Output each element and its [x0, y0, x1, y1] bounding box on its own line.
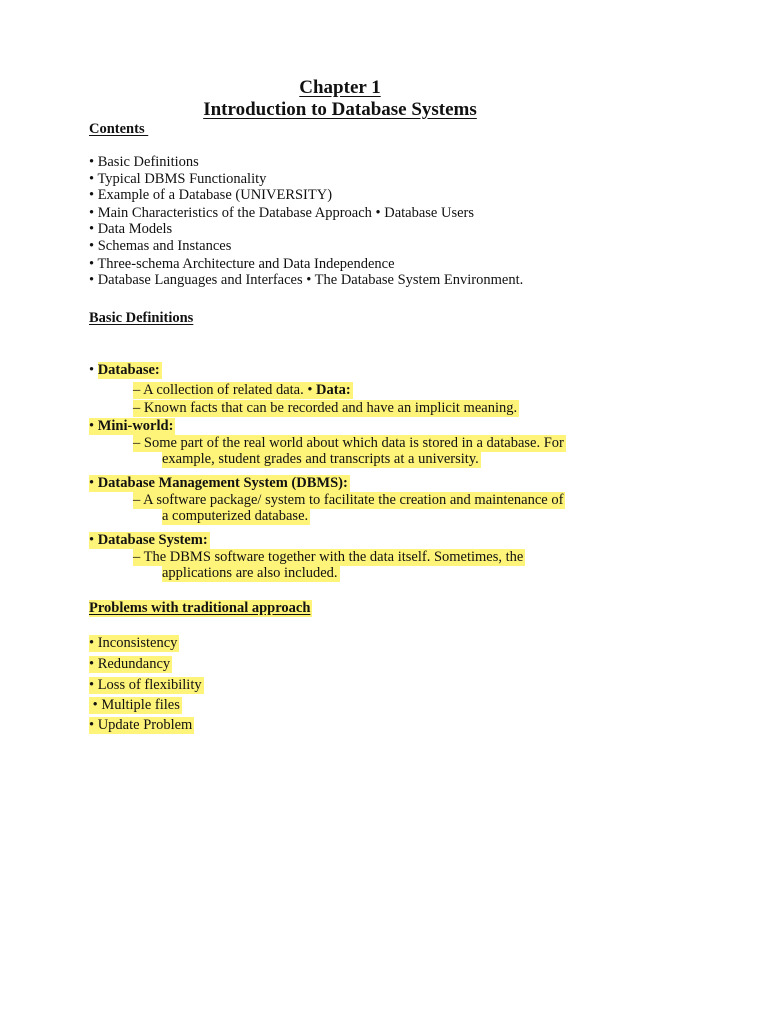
contents-item: • Main Characteristics of the Database Approach • Database Users: [89, 205, 475, 221]
problem-item: • Loss of flexibility: [89, 677, 202, 693]
term-mini-world: Mini-world:: [97, 418, 174, 434]
bullet: •: [89, 362, 98, 378]
contents-item: • Example of a Database (UNIVERSITY): [89, 187, 333, 203]
term-database-system: Database System:: [97, 532, 208, 548]
term-database: Database:: [97, 362, 160, 378]
definition-database-system-desc-cont: applications are also included.: [162, 565, 338, 581]
desc-text: – A collection of related data. •: [133, 382, 317, 398]
contents-item: • Typical DBMS Functionality: [89, 171, 267, 187]
problem-item: • Inconsistency: [89, 635, 178, 651]
contents-item: • Data Models: [89, 221, 173, 237]
contents-item: • Basic Definitions: [89, 154, 199, 170]
definition-database-desc: [133, 382, 353, 399]
definition-database-system-desc: – The DBMS software together with the data itself. Sometimes, the: [133, 549, 524, 565]
problem-item: • Redundancy: [89, 656, 171, 672]
chapter-number: Chapter 1: [299, 77, 381, 98]
bullet: •: [89, 532, 98, 548]
term-dbms: Database Management System (DBMS):: [97, 475, 348, 491]
definition-database-system-term: [89, 532, 210, 549]
problem-item: • Multiple files: [89, 697, 180, 713]
contents-item: • Three-schema Architecture and Data Independence: [89, 256, 395, 272]
chapter-title: Introduction to Database Systems: [203, 99, 477, 120]
definition-mini-world-desc-cont: example, student grades and transcripts at a university.: [162, 451, 479, 467]
definition-data-desc: [133, 400, 519, 417]
contents-heading: Contents: [89, 121, 149, 137]
term-data: Data:: [316, 382, 351, 398]
definition-dbms-desc: – A software package/ system to facilitate the creation and maintenance of: [133, 492, 564, 508]
definition-database-term: [89, 362, 162, 379]
definition-mini-world-term: [89, 418, 175, 435]
bullet: •: [89, 418, 98, 434]
contents-item: • Database Languages and Interfaces • The Database System Environment.: [89, 272, 524, 288]
bullet: •: [89, 475, 98, 491]
definition-mini-world-desc: – Some part of the real world about which data is stored in a database. For: [133, 435, 564, 451]
desc-text: – Known facts that can be recorded and have an implicit meaning.: [133, 400, 518, 416]
definition-dbms-term: [89, 475, 350, 492]
definition-dbms-desc-cont: a computerized database.: [162, 508, 309, 524]
basic-definitions-heading: Basic Definitions: [89, 310, 194, 326]
contents-item: • Schemas and Instances: [89, 238, 232, 254]
problems-heading: Problems with traditional approach: [89, 600, 311, 616]
problem-item: • Update Problem: [89, 717, 193, 733]
